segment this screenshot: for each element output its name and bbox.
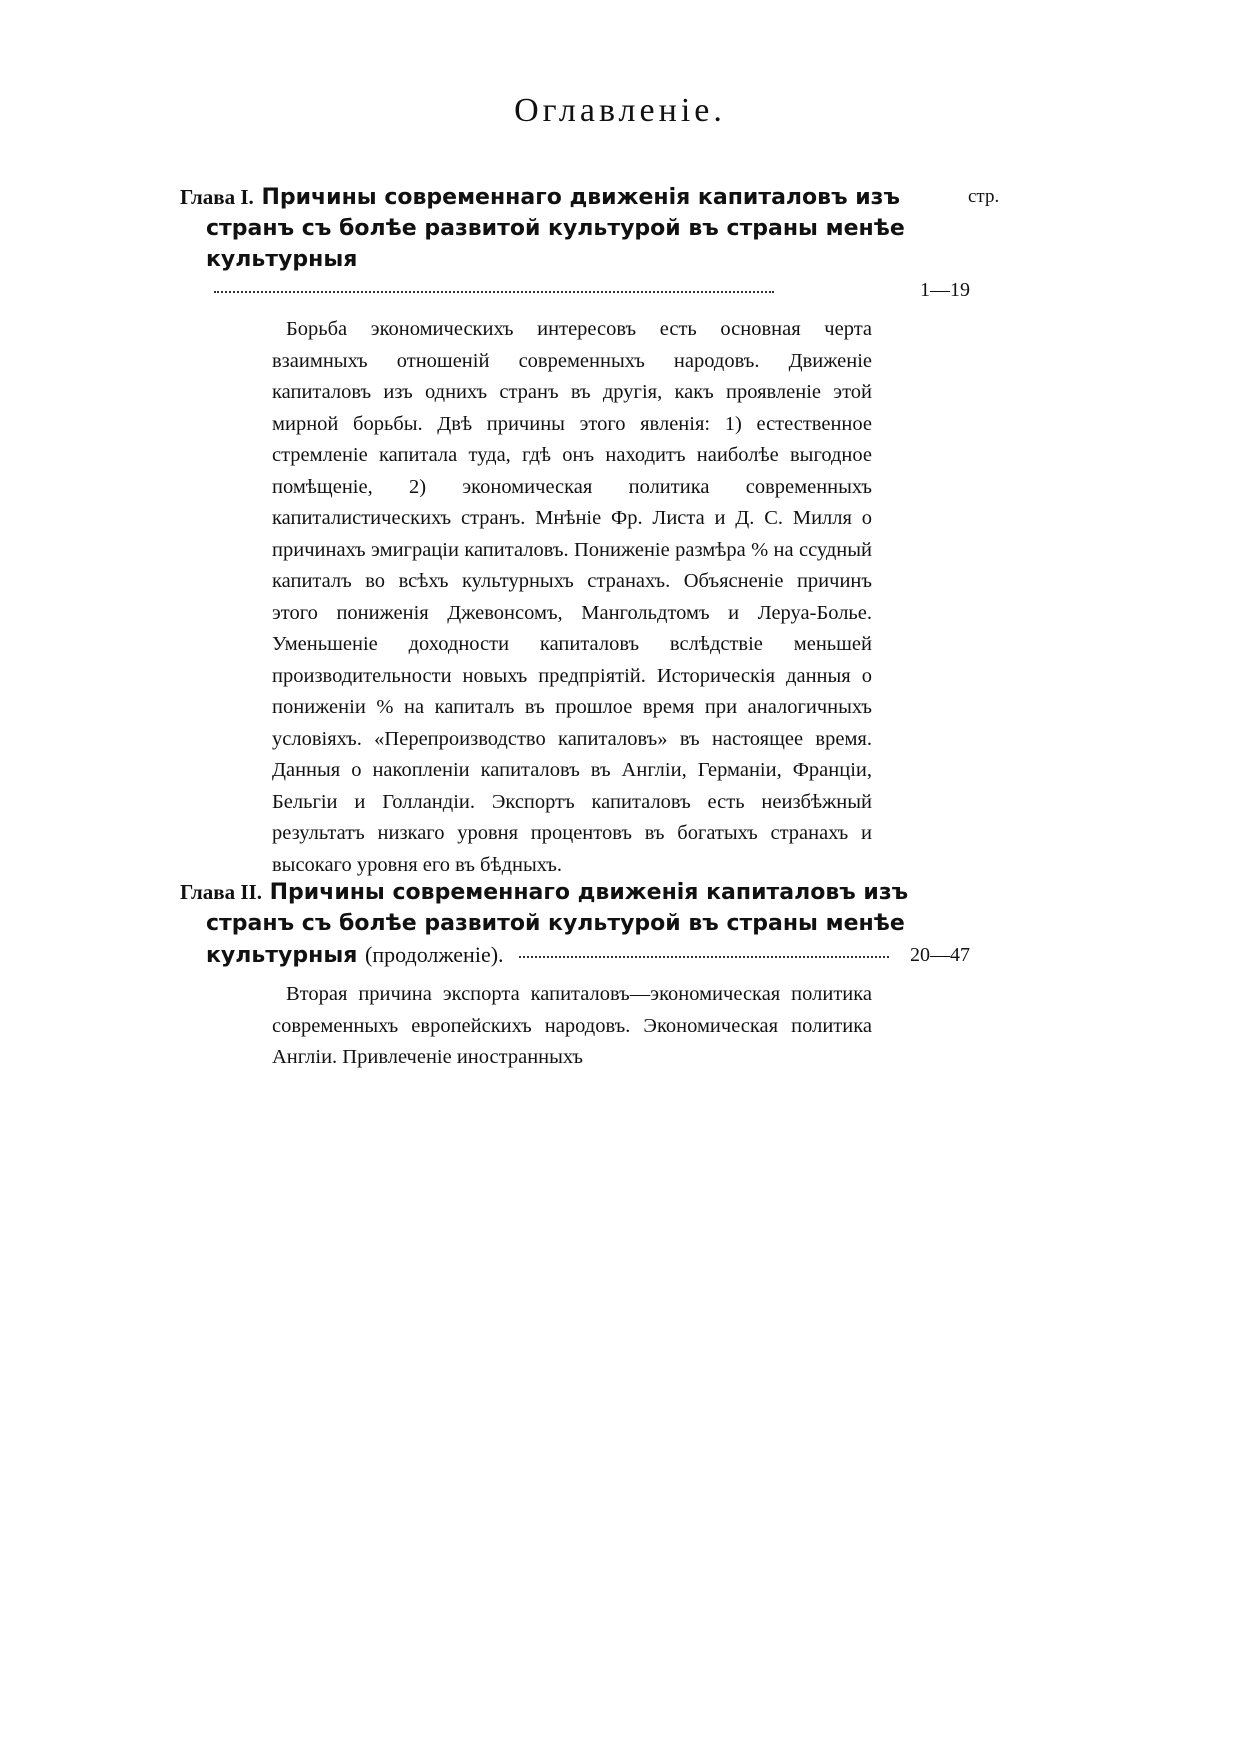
- chapter-2-pages: 20—47: [910, 944, 970, 966]
- chapter-1-heading-block: [180, 182, 970, 306]
- chapter-2-summary: Вторая причина экспорта капиталовъ—экономическая политика современныхъ европейскихъ народовъ. Экономическая политика Англiи. Привлеченiе иностранныхъ: [272, 983, 872, 1068]
- page-column-label: стр.: [968, 186, 1000, 207]
- chapter-1-heading: Причины современнаго движенiя капиталовъ изъ странъ съ болѣе развитой культурой въ страны менѣе культурныя: [206, 185, 905, 272]
- chapter-2-heading-block: [180, 877, 970, 971]
- chapter-1-dot-leader: [214, 290, 774, 293]
- chapter-2-heading: Причины современнаго движенiя капиталовъ изъ странъ съ болѣе развитой культурой въ страны менѣе культурныя: [206, 880, 909, 968]
- chapter-2: [180, 877, 970, 1074]
- toc-title: Оглавленiе.: [514, 92, 726, 129]
- chapter-1: [180, 182, 970, 881]
- chapter-1-pages: 1—19: [920, 279, 970, 301]
- chapter-2-subheading: (продолженiе).: [365, 942, 504, 967]
- chapter-1-summary: Борьба экономическихъ интересовъ есть основная черта взаимныхъ отношенiй современныхъ народовъ. Движенiе капиталовъ изъ однихъ странъ въ другiя, какъ проявленiе этой мирной борьбы. Двѣ причины этого явленiя: 1) естественное стремленiе капитала туда, гдѣ онъ находитъ наиболѣе выгодное помѣщенiе, 2) экономическая политика современныхъ капиталистическихъ странъ. Мнѣнiе Фр. Листа и Д. С. Милля о причинахъ эмиграцiи капиталовъ. Пониженiе размѣра % на ссудный капиталъ во всѣхъ культурныхъ странахъ. Объясненiе причинъ этого пониженiя Джевонсомъ, Мангольдтомъ и Леруа-Болье. Уменьшенiе доходности капиталовъ вслѣдствiе меньшей производительности новыхъ предпрiятiй. Историческiя данныя о пониженiи % на капиталъ въ прошлое время при аналогичныхъ условiяхъ. «Перепроизводство капиталовъ» въ настоящее время. Данныя о накопленiи капиталовъ въ Англiи, Германiи, Францiи, Бельгiи и Голландiи. Экспортъ капиталовъ есть неизбѣжный результатъ низкаго уровня процентовъ въ богатыхъ странахъ и высокаго уровня его въ бѣдныхъ.: [272, 318, 872, 876]
- chapter-2-label: Глава II.: [180, 880, 262, 904]
- chapter-1-label: Глава I.: [180, 185, 254, 209]
- chapter-2-dot-leader: [519, 955, 889, 958]
